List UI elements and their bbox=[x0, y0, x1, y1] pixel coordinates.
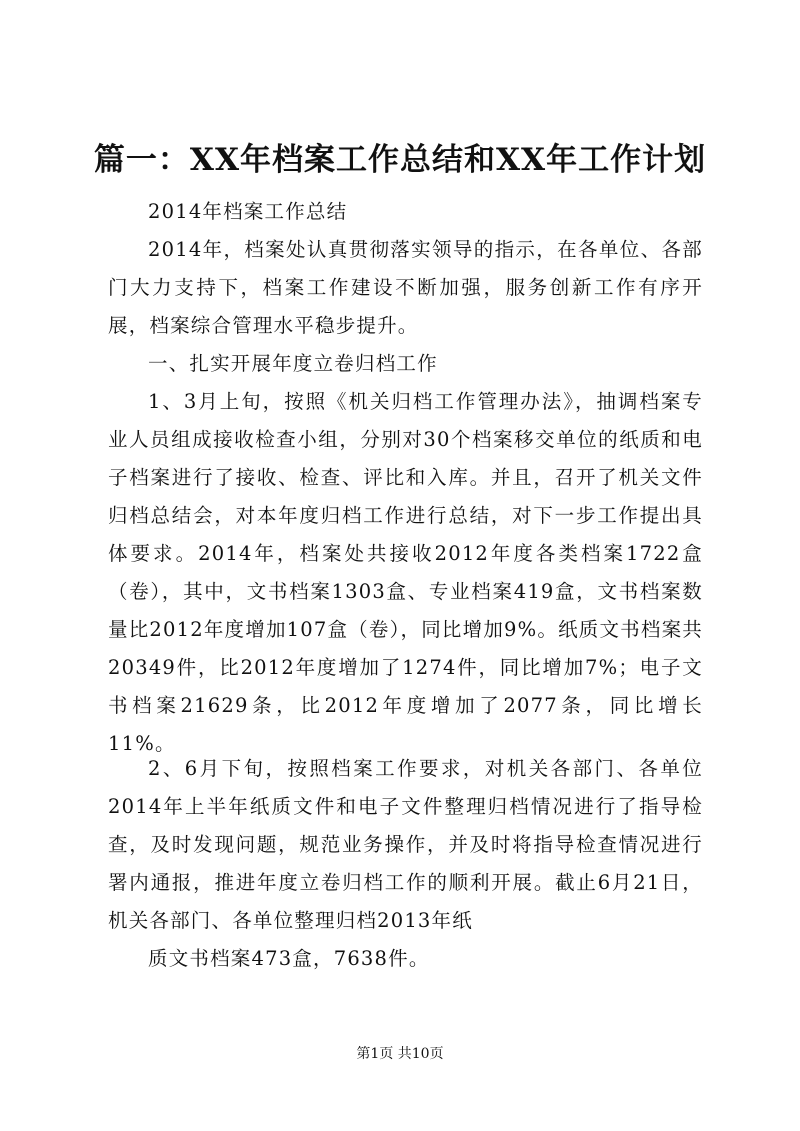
document-title: 篇一：XX年档案工作总结和XX年工作计划 bbox=[93, 142, 707, 178]
page-footer: 第1页 共10页 bbox=[356, 1046, 444, 1062]
item-1-paragraph: 1、3月上旬，按照《机关归档工作管理办法》，抽调档案专业人员组成接收检查小组，分别对30个档案移交单位的纸质和电子档案进行了接收、检查、评比和入库。并且，召开了机关文件归档总结会，对本年度归档工作进行总结，对下一步工作提出具体要求。2014年，档案处共接收2012年度各类档案1722盒（卷），其中，文书档案1303盒、专业档案419盒，文书档案数量比2012年度增加107盒（卷），同比增加9%。纸质文书档案共20349件，比2012年度增加了1274件，同比增加7%；电子文书档案21629条，比2012年度增加了2077条，同比增长11%。 bbox=[108, 390, 703, 755]
item-2-paragraph: 2、6月下旬，按照档案工作要求，对机关各部门、各单位2014年上半年纸质文件和电子文件整理归档情况进行了指导检查，及时发现问题，规范业务操作，并及时将指导检查情况进行署内通报，推进年度立卷归档工作的顺利开展。截止6月21日，机关各部门、各单位整理归档2013年纸 bbox=[108, 757, 703, 932]
item-2-continued: 质文书档案473盒，7638件。 bbox=[148, 947, 430, 970]
section-heading: 一、扎实开展年度立卷归档工作 bbox=[148, 352, 438, 375]
intro-paragraph: 2014年，档案处认真贯彻落实领导的指示，在各单位、各部门大力支持下，档案工作建设不断加强，服务创新工作有序开展，档案综合管理水平稳步提升。 bbox=[108, 238, 703, 337]
subtitle: 2014年档案工作总结 bbox=[148, 200, 348, 223]
